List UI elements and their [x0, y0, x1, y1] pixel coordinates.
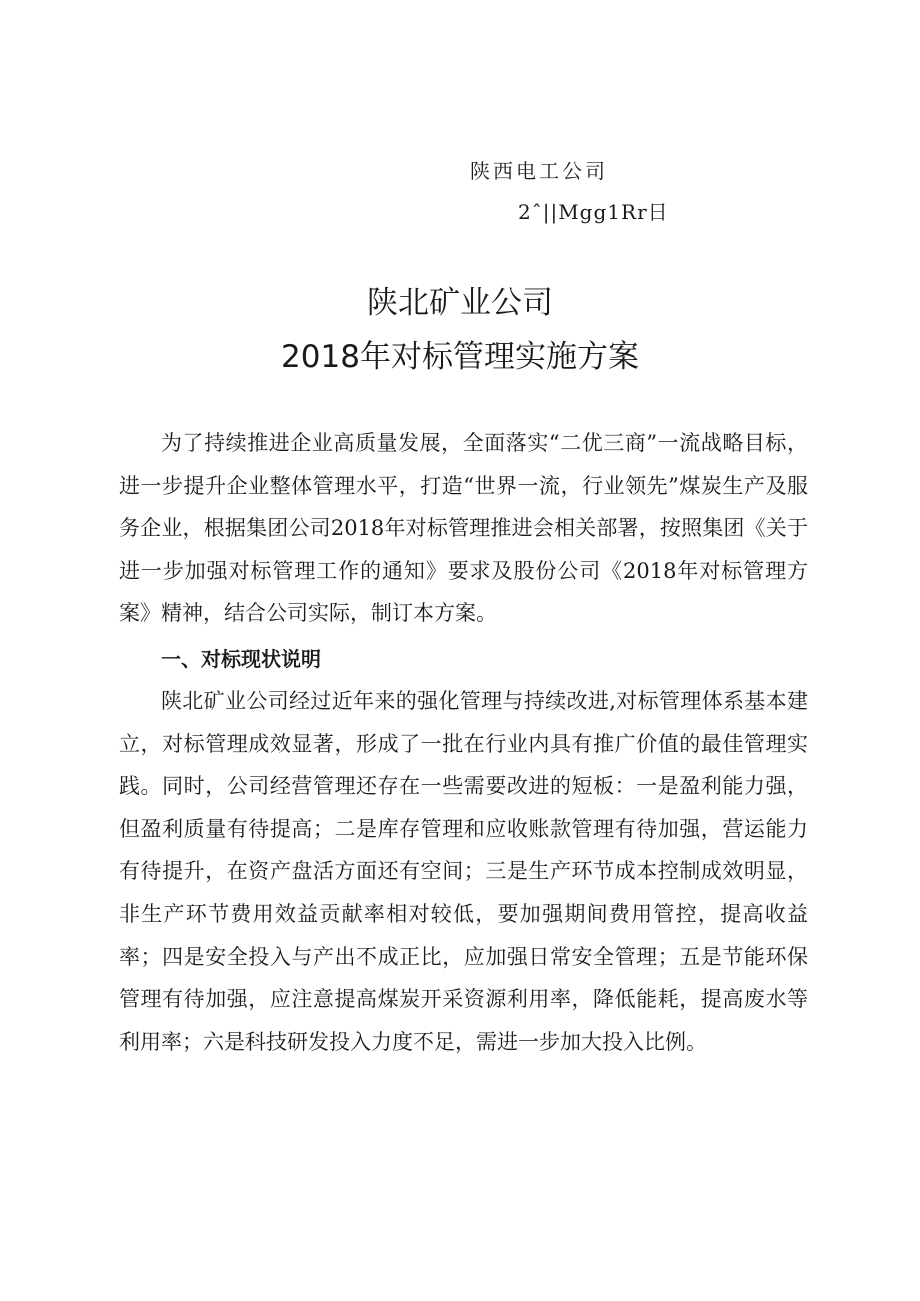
document-title-plan: 2018年对标管理实施方案 — [281, 339, 639, 375]
document-title-company: 陕北矿业公司 — [367, 285, 553, 321]
section-heading-status: 一、对标现状说明 — [161, 647, 321, 671]
sender-code: 2ˆ||Mgg1Rr日 — [518, 200, 669, 224]
status-paragraph: 陕北矿业公司经过近年来的强化管理与持续改进,对标管理体系基本建立，对标管理成效显著，形成了一批在行业内具有推广价值的最佳管理实践。同时，公司经营管理还存在一些需要改进的短板：一是盈利能力强，但盈利质量有待提高；二是库存管理和应收账款管理有待加强，营运能力有待提升，在资产盘活方面还有空间；三是生产环节成本控制成效明显，非生产环节费用效益贡献率相对较低，要加强期间费用管控，提高收益率；四是安全投入与产出不成正比，应加强日常安全管理；五是节能环保管理有待加强，应注意提高煤炭开采资源利用率，降低能耗，提高废水等利用率；六是科技研发投入力度不足，需进一步加大投入比例。 — [119, 689, 808, 1054]
sender-name: 陕西电工公司 — [470, 159, 608, 183]
intro-paragraph: 为了持续推进企业高质量发展，全面落实“二优三商”一流战略目标，进一步提升企业整体管理水平，打造“世界一流，行业领先”煤炭生产及服务企业，根据集团公司2018年对标管理推进会相关部署，按照集团《关于进一步加强对标管理工作的通知》要求及股份公司《2018年对标管理方案》精神，结合公司实际，制订本方案。 — [119, 431, 808, 626]
